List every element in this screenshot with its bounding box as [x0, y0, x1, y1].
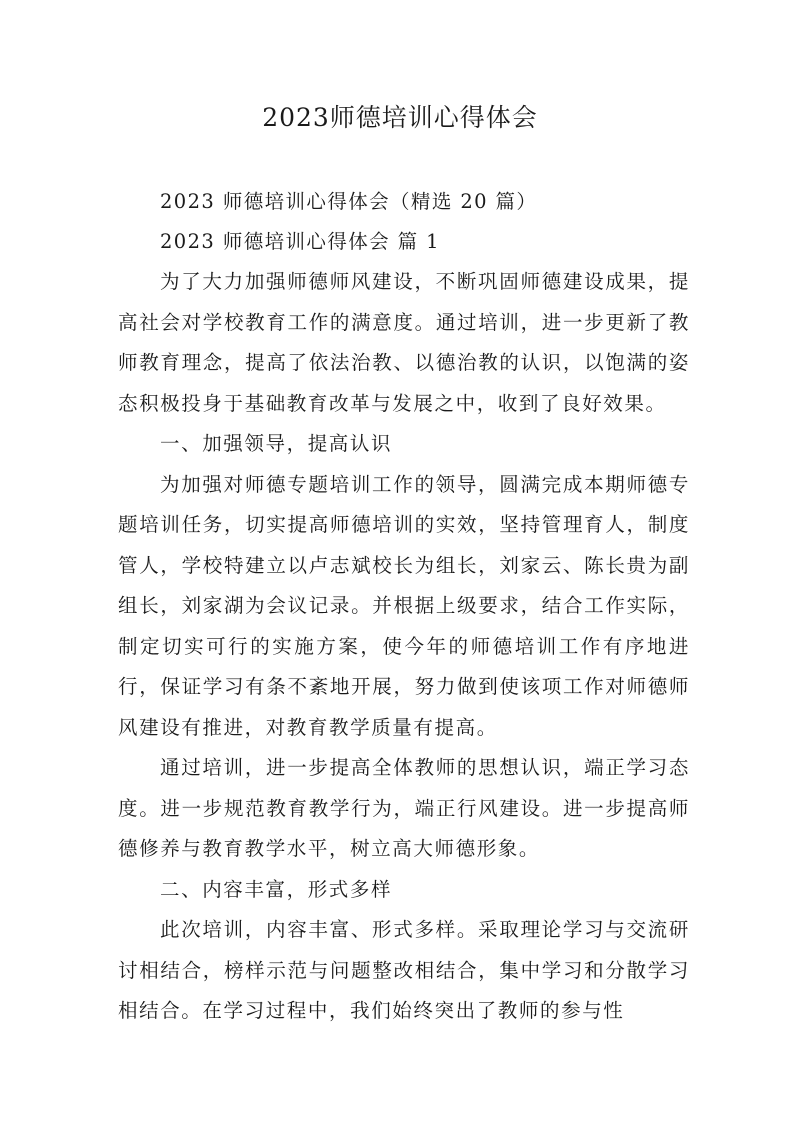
document-subtitle: 2023 师德培训心得体会（精选 20 篇） — [160, 190, 538, 213]
document-body — [118, 182, 690, 1032]
section-heading: 2023 师德培训心得体会 篇 1 — [160, 230, 440, 253]
paragraph-training-goals: 通过培训，进一步提高全体教师的思想认识，端正学习态度。进一步规范教育教学行为，端正行风建设。进一步提高师德修养与教育教学水平，树立高大师德形象。 — [118, 756, 690, 860]
paragraph-intro: 为了大力加强师德师风建设，不断巩固师德建设成果，提高社会对学校教育工作的满意度。通过培训，进一步更新了教师教育理念，提高了依法治教、以德治教的认识，以饱满的姿态积极投身于基础教育改革与发展之中，收到了良好效果。 — [118, 270, 690, 415]
heading-one: 一、加强领导，提高认识 — [160, 432, 393, 455]
document-title: 2023师德培训心得体会 — [262, 103, 538, 132]
paragraph-content: 此次培训，内容丰富、形式多样。采取理论学习与交流研讨相结合，榜样示范与问题整改相结合，集中学习和分散学习相结合。在学习过程中，我们始终突出了教师的参与性 — [118, 918, 690, 1022]
paragraph-leadership: 为加强对师德专题培训工作的领导，圆满完成本期师德专题培训任务，切实提高师德培训的实效，坚持管理育人，制度管人，学校特建立以卢志斌校长为组长，刘家云、陈长贵为副组长，刘家湖为会议记录。并根据上级要求，结合工作实际，制定切实可行的实施方案，使今年的师德培训工作有序地进行，保证学习有条不紊地开展，努力做到使该项工作对师德师风建设有推进，对教育教学质量有提高。 — [118, 472, 690, 739]
heading-two: 二、内容丰富，形式多样 — [160, 877, 393, 901]
